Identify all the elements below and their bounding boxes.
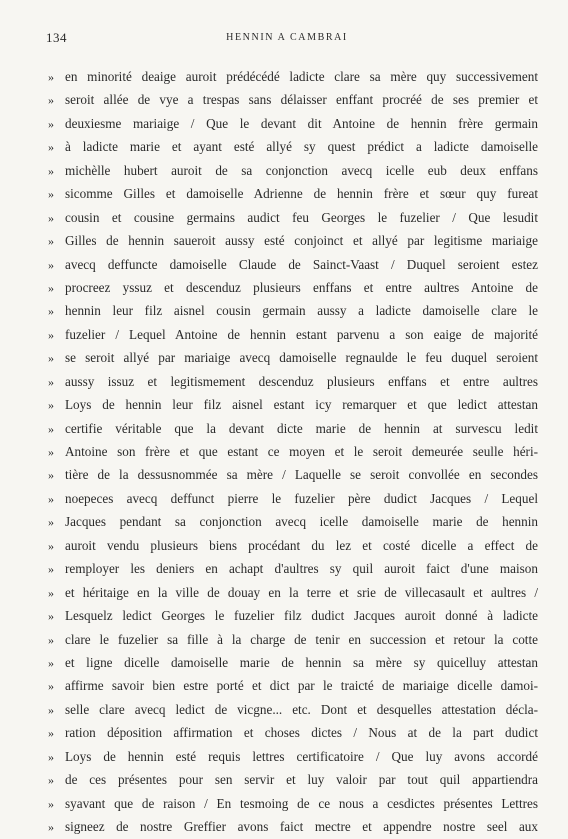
quote-mark: » — [48, 796, 54, 811]
line-text: syavant que de raison / En tesmoing de ce nous a cesdictes présentes Lettres — [65, 795, 538, 811]
quote-mark: » — [48, 187, 54, 202]
line-text: clare le fuzelier sa fille à la charge de tenir en succession et retour la cotte — [65, 631, 538, 647]
text-line — [48, 253, 538, 276]
quote-mark: » — [48, 257, 54, 272]
quote-mark: » — [48, 468, 54, 483]
line-text: hennin leur filz aisnel cousin germain aussy a ladicte damoiselle clare le — [65, 303, 538, 319]
quote-mark: » — [48, 726, 54, 741]
quote-mark: » — [48, 116, 54, 131]
line-text: fuzelier / Lequel Antoine de hennin estant parvenu a son eaige de majorité — [65, 326, 538, 342]
text-line — [48, 721, 538, 744]
line-text: signeez de nostre Greffier avons faict mectre et appendre nostre seel aux — [65, 819, 538, 834]
quote-mark: » — [48, 445, 54, 459]
line-text: Jacques pendant sa conjonction avecq icelle damoiselle marie de hennin — [65, 514, 538, 530]
quote-mark: » — [48, 679, 54, 694]
line-text: en minorité deaige auroit prédécédé ladicte clare sa mère quy successivement — [65, 69, 538, 84]
line-text: Gilles de hennin saueroit aussy esté conjoinct et allyé par legitisme mariaige — [65, 233, 538, 249]
line-text: noepeces avecq deffunct pierre le fuzelier père dudict Jacques / Lequel — [65, 490, 538, 506]
quote-mark: » — [48, 421, 54, 436]
text-line — [48, 745, 538, 768]
quote-mark: » — [48, 562, 54, 577]
text-line — [48, 299, 538, 322]
text-line — [48, 698, 538, 721]
text-line — [48, 768, 538, 791]
text-line — [48, 393, 538, 416]
text-line — [48, 112, 538, 135]
text-line — [48, 206, 538, 229]
quote-mark: » — [48, 93, 54, 108]
line-text: aussy issuz et legitismement descenduz plusieurs enffans et entre aultres — [65, 373, 538, 389]
page-number: 134 — [46, 30, 67, 45]
line-text: sicomme Gilles et damoiselle Adrienne de hennin frère et sœur quy fureat — [65, 186, 538, 202]
text-line — [48, 65, 538, 88]
line-text: et héritaige en la ville de douay en la terre et srie de villecasault et aultres / — [65, 584, 538, 600]
line-text: Antoine son frère et que estant ce moyen et le seroit demeurée seulle héri- — [65, 444, 538, 459]
line-text: remployer les deniers en achapt d'aultres sy quil auroit faict d'une maison — [65, 561, 538, 577]
quote-mark: » — [48, 140, 54, 155]
line-text: selle clare avecq ledict de vicgne... etc. Dont et desquelles attestation décla- — [65, 701, 538, 717]
text-line — [48, 651, 538, 674]
line-text: à ladicte marie et ayant esté allyé sy quest prédict a ladicte damoiselle — [65, 139, 538, 155]
line-text: seroit allée de vye a trespas sans délaisser enffant procréé de ses premier et — [65, 92, 538, 108]
line-text: et ligne dicelle damoiselle marie de hennin sa mère sy quicelluy attestan — [65, 654, 538, 670]
quote-mark: » — [48, 491, 54, 506]
text-line — [48, 159, 538, 182]
quote-mark: » — [48, 398, 54, 413]
line-text: ration déposition affirmation et choses dictes / Nous at de la part dudict — [65, 725, 538, 741]
text-line — [48, 370, 538, 393]
quote-mark: » — [48, 280, 54, 295]
text-line — [48, 440, 538, 463]
text-line — [48, 628, 538, 651]
quote-mark: » — [48, 609, 54, 624]
text-line — [48, 463, 538, 486]
line-text: avecq deffuncte damoiselle Claude de Sainct-Vaast / Duquel seroient estez — [65, 256, 538, 272]
quote-mark: » — [48, 351, 54, 366]
line-text: cousin et cousine germains audict feu Georges le fuzelier / Que lesudit — [65, 209, 538, 225]
line-text: certifie véritable que la devant dicte marie de hennin at survescu ledit — [65, 420, 538, 436]
line-text: de ces présentes pour sen servir et luy valoir par tout quil appartiendra — [65, 772, 538, 788]
quote-mark: » — [48, 585, 54, 600]
line-text: Loys de hennin esté requis lettres certificatoire / Que luy avons accordé — [65, 748, 538, 764]
text-line — [48, 417, 538, 440]
text-line — [48, 135, 538, 158]
text-line — [48, 323, 538, 346]
text-line — [48, 581, 538, 604]
quote-mark: » — [48, 327, 54, 342]
quote-mark: » — [48, 820, 54, 834]
quote-mark: » — [48, 749, 54, 764]
text-line — [48, 674, 538, 697]
text-line — [48, 792, 538, 815]
running-title: HENNIN A CAMBRAI — [226, 32, 348, 43]
line-text: tière de la dessusnommée sa mère / Laquelle se seroit convollée en secondes — [65, 467, 538, 483]
line-text: michèlle hubert auroit de sa conjonction avecq icelle eub deux enffans — [65, 162, 538, 178]
quote-mark: » — [48, 374, 54, 389]
quote-mark: » — [48, 773, 54, 788]
text-line — [48, 604, 538, 627]
text-line — [48, 534, 538, 557]
line-text: procreez yssuz et descenduz plusieurs enffans et entre aultres Antoine de — [65, 279, 538, 295]
quote-mark: » — [48, 702, 54, 717]
text-line — [48, 182, 538, 205]
quote-mark: » — [48, 234, 54, 249]
text-line — [48, 88, 538, 111]
quote-mark: » — [48, 632, 54, 647]
page-header — [46, 30, 528, 50]
quote-mark: » — [48, 655, 54, 670]
line-text: se seroit allyé par mariaige avecq damoiselle regnaulde le feu duquel seroient — [65, 350, 538, 366]
body-text — [48, 65, 538, 838]
text-line — [48, 815, 538, 838]
quote-mark: » — [48, 538, 54, 553]
line-text: auroit vendu plusieurs biens procédant du lez et costé dicelle a effect de — [65, 537, 538, 553]
text-line — [48, 229, 538, 252]
text-line — [48, 557, 538, 580]
text-line — [48, 346, 538, 369]
text-line — [48, 487, 538, 510]
quote-mark: » — [48, 210, 54, 225]
text-line — [48, 276, 538, 299]
line-text: Lesquelz ledict Georges le fuzelier filz dudict Jacques auroit donné à ladicte — [65, 608, 538, 624]
quote-mark: » — [48, 163, 54, 178]
quote-mark: » — [48, 304, 54, 319]
line-text: affirme savoir bien estre porté et dict par le traicté de mariaige dicelle damoi- — [65, 678, 538, 694]
quote-mark: » — [48, 515, 54, 530]
quote-mark: » — [48, 70, 54, 84]
line-text: Loys de hennin leur filz aisnel estant icy remarquer et que ledict attestan — [65, 397, 538, 413]
text-line — [48, 510, 538, 533]
line-text: deuxiesme mariaige / Que le devant dit Antoine de hennin frère germain — [65, 115, 538, 131]
